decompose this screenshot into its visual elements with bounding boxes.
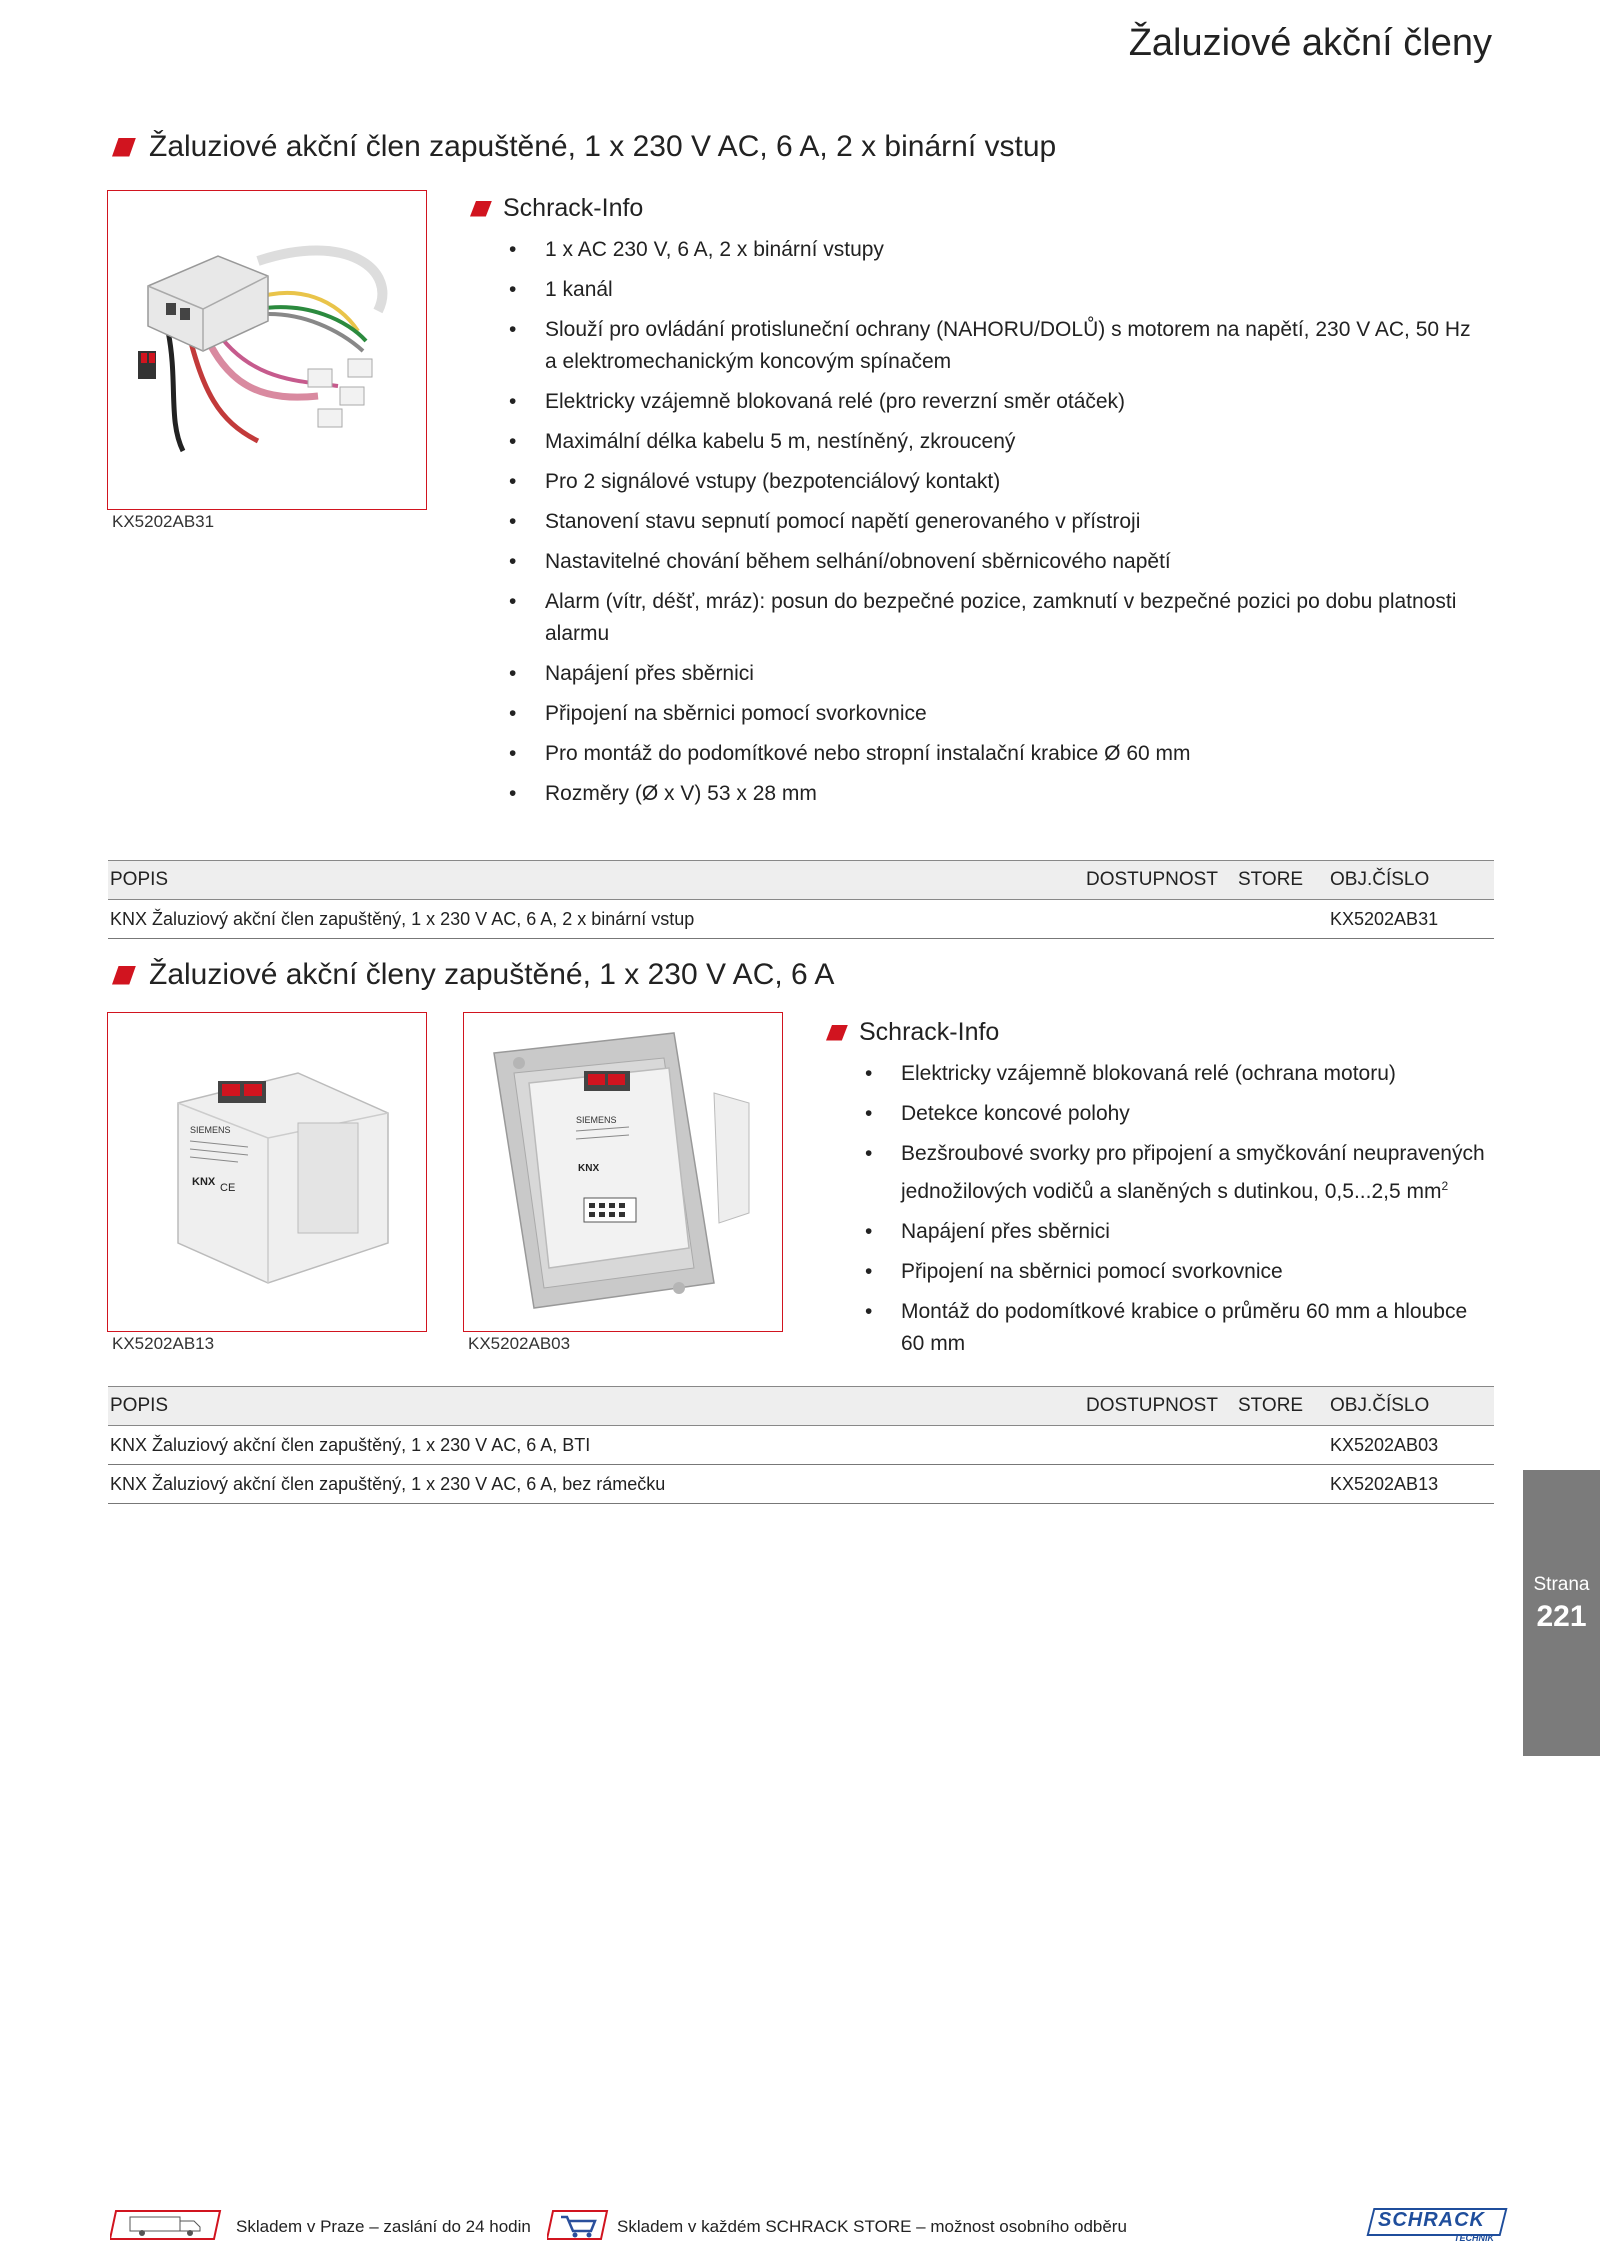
knx-logo-text: KNX: [578, 1163, 600, 1174]
actuator-with-frame-image: [464, 1013, 781, 1330]
bullet-item: • Bezšroubové svorky pro připojení a smyčkování neupravených jednožilových vodičů a slaněných s dutinkou, 0,5...2,5 $mm^2$: [865, 1138, 1495, 1208]
bullet-item: • Pro 2 signálové vstupy (bezpotenciálový kontakt): [509, 466, 1484, 498]
info-marker-icon: [470, 201, 492, 217]
bullet-item: • Alarm (vítr, déšť, mráz): posun do bezpečné pozice, zamknutí v bezpečné pozici po dobu platnosti alarmu: [509, 586, 1484, 650]
page-label: Strana: [1533, 1574, 1590, 1595]
product-table-1: [108, 860, 1494, 939]
schrack-info-title-1: [470, 194, 643, 223]
schrack-logo: [1366, 2206, 1506, 2246]
bullet-item: • 1 x AC 230 V, 6 A, 2 x binární vstupy: [509, 234, 1484, 266]
info-marker-icon: [826, 1025, 848, 1041]
section2-title-text: Žaluziové akční členy zapuštěné, 1 x 230 V AC, 6 A: [149, 958, 835, 991]
bullet-item: • Stanovení stavu sepnutí pomocí napětí generovaného v přístroji: [509, 506, 1484, 538]
row-order-number: KX5202AB13: [1330, 1474, 1439, 1494]
bullet-item: • Elektricky vzájemně blokovaná relé (ochrana motoru): [865, 1058, 1495, 1090]
flush-actuator-image: [108, 191, 425, 508]
bullet-item: • Připojení na sběrnici pomocí svorkovnice: [509, 698, 1484, 730]
ce-mark-text: CE: [220, 1182, 236, 1194]
table-header: [108, 1386, 1494, 1426]
superscript: 2: [1441, 1179, 1449, 1193]
col-store: STORE: [1238, 869, 1304, 890]
bullet-item: • 1 kanál: [509, 274, 1484, 306]
table-row[interactable]: [108, 900, 1494, 939]
col-obj-cislo: OBJ.ČÍSLO: [1330, 869, 1430, 890]
section-marker-icon: [112, 138, 136, 157]
brand-text: SIEMENS: [190, 1125, 231, 1135]
row-description: KNX Žaluziový akční člen zapuštěný, 1 x 230 V AC, 6 A, bez rámečku: [110, 1474, 666, 1494]
page-number-tab: [1523, 1470, 1600, 1756]
page-number: 221: [1536, 1600, 1587, 1633]
schrack-info-title-2: [826, 1018, 999, 1047]
bullet-item: • Montáž do podomítkové krabice o průměru 60 mm a hloubce 60 mm: [865, 1296, 1495, 1360]
section1-bullet-list: [509, 234, 1484, 818]
product-table-2: [108, 1386, 1494, 1504]
product-code: KX5202AB03: [468, 1334, 571, 1353]
col-store: STORE: [1238, 1395, 1304, 1416]
bullet-item: • Elektricky vzájemně blokovaná relé (pro reverzní směr otáček): [509, 386, 1484, 418]
product-image-kx5202ab03: [463, 1012, 783, 1332]
table-row[interactable]: [108, 1465, 1494, 1504]
bullet-item: • Napájení přes sběrnici: [509, 658, 1484, 690]
info-title-text: Schrack-Info: [503, 194, 644, 222]
truck-icon: [110, 2207, 226, 2243]
col-dostupnost: DOSTUPNOST: [1086, 869, 1218, 890]
logo-text: SCHRACK: [1378, 2209, 1485, 2231]
brand-text: SIEMENS: [576, 1115, 617, 1125]
actuator-module-image: [108, 1013, 425, 1330]
section1-title: [112, 130, 1056, 164]
bullet-item: • Slouží pro ovládání protisluneční ochrany (NAHORU/DOLŮ) s motorem na napětí, 230 V AC, 50 Hz a elektromechanickým koncovým spínačem: [509, 314, 1485, 378]
product-image-kx5202ab13: [107, 1012, 427, 1332]
section2-title: [112, 958, 834, 992]
page-title: Žaluziové akční členy: [1128, 22, 1492, 64]
row-description: KNX Žaluziový akční člen zapuštěný, 1 x 230 V AC, 6 A, 2 x binární vstup: [110, 909, 695, 929]
table-row[interactable]: [108, 1426, 1494, 1465]
row-order-number: KX5202AB31: [1330, 909, 1439, 929]
table-header: [108, 860, 1494, 900]
bullet-item: • Připojení na sběrnici pomocí svorkovnice: [865, 1256, 1495, 1288]
shopping-cart-icon: [547, 2207, 611, 2243]
row-order-number: KX5202AB03: [1330, 1435, 1439, 1455]
section2-bullet-list: [865, 1058, 1495, 1368]
col-popis: POPIS: [110, 869, 169, 890]
footer-cart-text: Skladem v každém SCHRACK STORE – možnost osobního odběru: [617, 2217, 1127, 2236]
col-dostupnost: DOSTUPNOST: [1086, 1395, 1218, 1416]
product-code: KX5202AB13: [112, 1334, 215, 1353]
bullet-item: • Napájení přes sběrnici: [865, 1216, 1495, 1248]
product-image-kx5202ab31: [107, 190, 427, 510]
bullet-item: • Maximální délka kabelu 5 m, nestíněný, zkroucený: [509, 426, 1484, 458]
knx-logo-text: KNX: [192, 1176, 216, 1188]
section-marker-icon: [112, 966, 136, 985]
logo-subtext: TECHNIK: [1454, 2233, 1494, 2243]
footer-truck-text: Skladem v Praze – zaslání do 24 hodin: [236, 2217, 531, 2236]
section1-title-text: Žaluziové akční člen zapuštěné, 1 x 230 V AC, 6 A, 2 x binární vstup: [149, 130, 1057, 163]
bullet-item: • Rozměry (Ø x V) 53 x 28 mm: [509, 778, 1484, 810]
product-code: KX5202AB31: [112, 512, 215, 531]
info-title-text: Schrack-Info: [859, 1018, 1000, 1046]
col-popis: POPIS: [110, 1395, 169, 1416]
bullet-item: • Pro montáž do podomítkové nebo stropní instalační krabice Ø 60 mm: [509, 738, 1484, 770]
row-description: KNX Žaluziový akční člen zapuštěný, 1 x 230 V AC, 6 A, BTI: [110, 1435, 591, 1455]
col-obj-cislo: OBJ.ČÍSLO: [1330, 1395, 1430, 1416]
bullet-item: • Nastavitelné chování během selhání/obnovení sběrnicového napětí: [509, 546, 1484, 578]
bullet-item: • Detekce koncové polohy: [865, 1098, 1495, 1130]
